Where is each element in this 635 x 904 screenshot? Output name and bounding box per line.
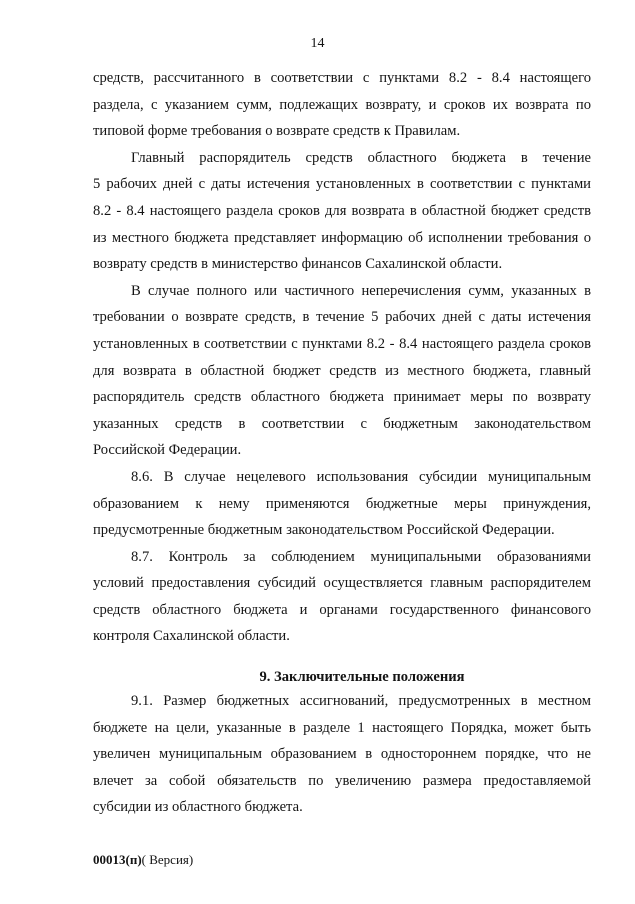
page-number: 14 [310, 36, 325, 51]
text-line: средств областного бюджета и органами государственного финансового [93, 601, 591, 618]
paragraph [93, 278, 591, 464]
text-line: субсидии из областного бюджета. [93, 799, 303, 816]
main-paragraphs [93, 65, 591, 650]
section-paragraphs [93, 688, 591, 821]
text-line: увеличен муниципальным образованием в одностороннем порядке, что не [93, 746, 591, 763]
paragraph [93, 464, 591, 544]
text-line: влечет за собой обязательств по увеличению размера предоставляемой [93, 772, 591, 789]
text-line: требовании о возврате средств, в течение 5 рабочих дней с даты истечения [93, 309, 591, 326]
text-line: 5 рабочих дней с даты истечения установленных в соответствии с пунктами [93, 176, 591, 193]
paragraph [93, 145, 591, 278]
section-heading: 9. Заключительные положения [259, 669, 465, 686]
text-line: 8.7. Контроль за соблюдением муниципальными образованиями [131, 548, 591, 565]
text-line: из местного бюджета представляет информацию об исполнении требования о [93, 229, 591, 246]
text-line: 8.2 - 8.4 настоящего раздела сроков для возврата в областной бюджет средств [93, 202, 591, 219]
text-line: для возврата в областной бюджет средств из местного бюджета, главный [93, 362, 591, 379]
text-line: контроля Сахалинской области. [93, 628, 290, 645]
text-line: распорядитель средств областного бюджета принимает меры по возврату [93, 389, 591, 406]
text-line: возврату средств в министерство финансов Сахалинской области. [93, 256, 503, 273]
text-line: установленных в соответствии с пунктами 8.2 - 8.4 настоящего раздела сроков [93, 335, 591, 352]
text-line: бюджете на цели, указанные в разделе 1 настоящего Порядка, может быть [93, 719, 591, 736]
text-line: предусмотренные бюджетным законодательством Российской Федерации. [93, 522, 555, 539]
text-line: Российской Федерации. [93, 442, 242, 459]
text-line: средств, рассчитанного в соответствии с пунктами 8.2 - 8.4 настоящего [93, 70, 591, 86]
paragraph [93, 65, 591, 145]
text-line: 8.6. В случае нецелевого использования субсидии муниципальным [131, 468, 591, 485]
text-line: В случае полного или частичного неперечисления сумм, указанных в [131, 282, 591, 299]
text-line: раздела, с указанием сумм, подлежащих возврату, и сроков их возврата по [93, 96, 591, 113]
document-version: ( Версия) [141, 852, 194, 867]
text-line: условий предоставления субсидий осуществляется главным распорядителем [93, 575, 591, 592]
text-line: типовой форме требования о возврате средств к Правилам. [93, 123, 461, 140]
text-line: Главный распорядитель средств областного бюджета в течение [131, 149, 591, 166]
text-line: образованием к нему применяются бюджетные меры принуждения, [93, 495, 591, 512]
body-text [93, 65, 591, 821]
footer [93, 852, 193, 868]
paragraph [93, 544, 591, 650]
paragraph [93, 688, 591, 821]
text-line: указанных средств в соответствии с бюджетным законодательством [93, 415, 591, 432]
document-code: 00013(п) [93, 852, 142, 867]
text-line: 9.1. Размер бюджетных ассигнований, предусмотренных в местном [131, 693, 591, 710]
